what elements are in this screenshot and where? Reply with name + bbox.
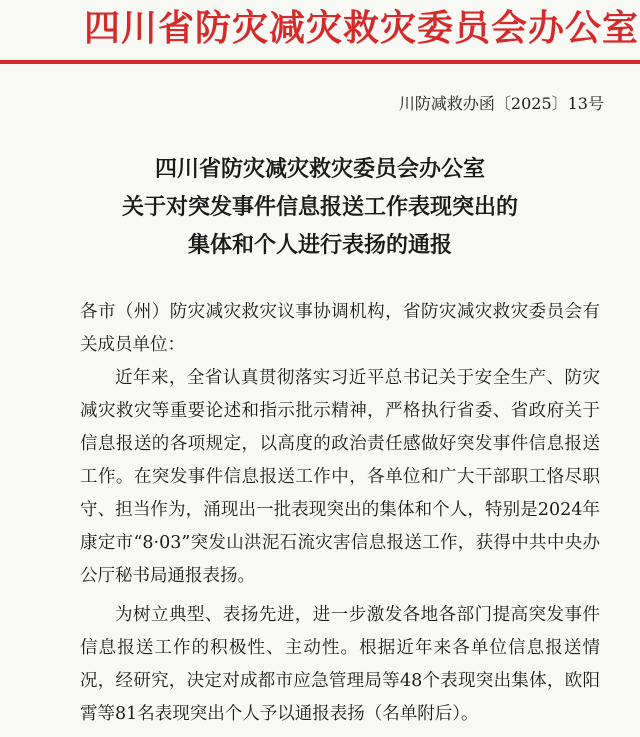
letterhead (0, 0, 640, 70)
letterhead-red-rule (0, 60, 640, 64)
title-line-3: 集体和个人进行表扬的通报 (187, 232, 452, 258)
salutation: 各市（州）防灾减灾救灾议事协调机构，省防灾减灾救灾委员会有关成员单位： (80, 302, 600, 355)
title-line-1: 四川省防灾减灾救灾委员会办公室 (154, 156, 485, 182)
body-paragraph-1: 近年来，全省认真贯彻落实习近平总书记关于安全生产、防灾减灾救灾等重要论述和指示批示精神，严格执行省委、省政府关于信息报送的各项规定，以高度的政治责任感做好突发事件信息报送工作。在突发事件信息报送工作中，各单位和广大干部职工恪尽职守、担当作为，涌现出一批表现突出的集体和个人，特别是2024年康定市“8·03”突发山洪泥石流灾害信息报送工作，获得中共中央办公厅秘书局通报表扬。 (80, 368, 600, 586)
document-title (0, 150, 640, 264)
title-line-2: 关于对突发事件信息报送工作表现突出的 (121, 194, 518, 220)
document-body (80, 296, 600, 731)
letterhead-title: 四川省防灾减灾救灾委员会办公室 (84, 7, 640, 49)
body-paragraph-2: 为树立典型、表扬先进，进一步激发各地各部门提高突发事件信息报送工作的积极性、主动性。根据近年来各单位信息报送情况，经研究，决定对成都市应急管理局等48个表现突出集体，欧阳霄等81名表现突出个人予以通报表扬（名单附后）。 (80, 605, 600, 724)
document-number: 川防减救办函〔2025〕13号 (398, 94, 604, 113)
